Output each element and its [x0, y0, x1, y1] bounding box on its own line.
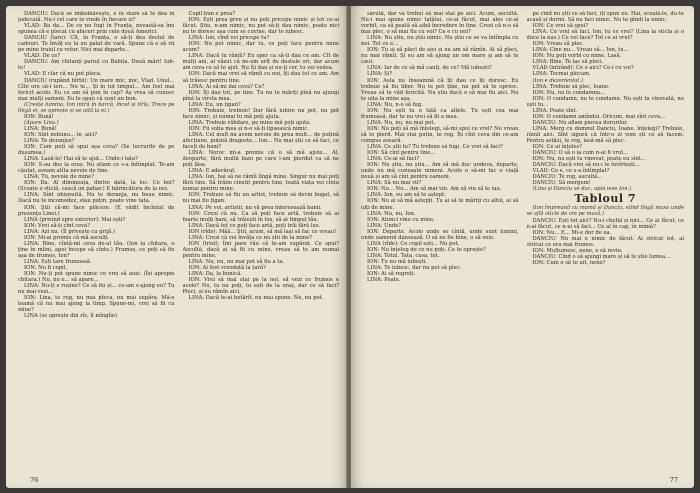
dialogue-line: ION: Nu-ți pot spune nimic ce vrei să auzi. (Își apropie chitara.) Nu, nu e... să apare... — [18, 271, 175, 284]
dialogue-line: ION: Fii soția mea și n-o să-ți lipsească nimic. — [188, 125, 309, 132]
dialogue-line: LINA: Tocmai plecam. — [532, 71, 591, 78]
dialogue-line: LINA: Ion, hai să ne rămîi lîngă mine. Singur nu mai poți fără tine. Să trăim cinstit pentru tine, toată viața vei cînta numai pentru mine. — [182, 174, 339, 193]
dialogue-line: ION: Bună! — [24, 113, 54, 120]
dialogue-line: ION: Departe. Acolo unde se cîntă, unde sunt lumini, unde oamenii dansează. O să ne fie bine, o să vezi. — [361, 228, 519, 241]
dialogue-line: LINA: Crezi că vei învăța ce nu știi de la mine? — [188, 234, 312, 241]
dialogue-line: ION: Mi-ai promis că mă asculți. — [24, 234, 110, 241]
dialogue-line: ION: Asta nu înseamnă că îți dau ce îți doresc. Eu trebuie să fiu liber. Nu te pot ține, nu pot să te opresc. Vreau să te văd fericită. Nu știu dacă o să mai fiu aici. Nu te uita la mine așa. — [361, 77, 519, 102]
dialogue-line: ION: S-au dus la oraș. Nu știam ce s-a întîmplat. Te-am căutat, aveam atîta nevoie de tine. — [18, 162, 175, 175]
dialogue-line: ION: Nu, nu ești tu vinovat, poate eu sînt... — [532, 156, 646, 163]
dialogue-line: ION: Cum poți să spui așa ceva? (Se lucrurile de pe dușumea.) — [18, 144, 175, 157]
dialogue-line: LINA: Azi nu. (Îl privește cu grijă.) — [24, 228, 115, 235]
left-page — [6, 6, 347, 488]
dialogue-line: DANCIU (rupând hîrtii): Un mare mic, mic, Vlad. Unul... Cîte ore să-i ieri... Nu te... Și în tot timpul... Am fost mai fericit acolo. Eu ce am să pun în cap? Aș vrea să cunosc mai mulți oameni. Eu le spun că sunt un bun. — [18, 77, 175, 102]
dialogue-line: LINA: Te iubesc, dar nu pot să plec. — [367, 264, 462, 271]
dialogue-line: ION: O condamn amîndoi. Oricum, mai sînt ceva... — [532, 113, 666, 120]
dialogue-line: ION: Nu știu, nu știu... Am să mă duc undeva, departe, unde nu mă cunoaște nimeni. Acolo o să-mi fac o viață nouă și am să cînt pentru oameni. — [361, 162, 519, 181]
dialogue-line: LINA: Lasă-lo! Hai să te ajut... Unde-i tata? — [24, 156, 138, 163]
stage-direction: (Ion e dezorientat.) — [532, 77, 584, 84]
dialogue-line: pe cînd nu știi ce să faci, îți spun eu. Hai, scoală-te, du-te acasă și dormi. Să nu faci nimic. Nu te gîndi la nimic. — [526, 11, 684, 24]
dialogue-line: LINA: Bună! — [24, 125, 57, 132]
dialogue-line: ION: Tu ai să pleci de aici și eu am să rămîn. Ai să pleci, nu mai rămîi. Și eu am să ajung un om mare și am să te caut. — [361, 47, 519, 66]
dialogue-line: DANCIU: Dacă vrei să nu-i te învîrtești... — [532, 162, 640, 169]
dialogue-line: DANCIU: Să mergem! — [532, 180, 591, 187]
dialogue-line: DANCIU: Te rog, ascultă... — [532, 174, 603, 181]
dialogue-line: LINA: Și? — [367, 71, 393, 78]
dialogue-line: LINA: Unde? — [367, 222, 402, 229]
dialogue-line: ION: O condamn, nu te condamn. Nu ești tu vinovată, nu ești tu... — [526, 95, 684, 108]
dialogue-line: LINA: Să nu mai vii? — [367, 180, 422, 187]
dialogue-line: ION: Nu pot nimic, dar tu, ce poți face pentru mine acum? — [182, 41, 339, 54]
dialogue-line: ION: Ce vrei să spui? — [532, 23, 589, 30]
dialogue-line: LINA: Tu, nevoie de mine? — [24, 174, 94, 181]
dialogue-line: ION: Atunci vino cu mine. — [367, 216, 435, 223]
section-heading: Tabloul 7 — [574, 192, 637, 206]
dialogue-line: LINA: Cel mult nu avem nevoie de prea mult... de puțină afecțiune, puțină dragoste... Ion... Nu mai știi ce să faci, ce faceți de bani? — [182, 131, 339, 151]
dialogue-line: LINA: Cine nu... Vreau să... Ion, tu... — [532, 47, 629, 54]
dialogue-line: ION: Nu ai să mă aștepți. Tu ai să te măriți cu altul, ai să uiți de mine. — [361, 198, 519, 211]
stage-direction: (Lina și Danciu se duc, apoi iese Ion.) — [532, 186, 632, 193]
dialogue-line: ION: Da. Al dimineața, dintre dată, la loc. Ce bei? (Scoate o sticlă, cască un pahar.) E hărnicătura de la noi. — [18, 180, 175, 193]
dialogue-line: LINA (se oprește din rîs, îl mîngîie) — [24, 313, 117, 320]
dialogue-line: LINA: Ion, cînd vei pricepe tu? — [188, 35, 270, 42]
dialogue-line: VLAD: De ce? — [24, 53, 61, 60]
dialogue-line: LINA: Sînt obișnuită. Nu te deranja, nu beau nimic. Dacă nu te incomodez, stau puțin, poate vine tata. — [18, 192, 175, 205]
dialogue-line: LINA: Dacă tu rămîi? Eu sper ca să-ți dau ce am. Cît de mulți ani, ai văzut că ne-am urît de destule ori, dar acum am ceva ce să te ajut. Nu îți dau și nu-ți cer, tu vei vedea. — [182, 53, 339, 72]
dialogue-line: ION (rîde): Măă... Știi, acum, să mă lași să fac ce vreau! — [188, 228, 337, 235]
dialogue-line: Copil bun e prea? — [188, 11, 235, 17]
dialogue-line: LINA: Iar de ce să mă cauți, de ce? Mă iubești? — [367, 65, 492, 72]
dialogue-line: DANCIU: Am chitanți pariul cu Babița. Două mări! Iub-te! — [18, 59, 175, 72]
dialogue-line: LINA (privind spre exterior): Mai ești? — [24, 216, 126, 223]
left-page-column-1 — [18, 11, 175, 474]
dialogue-line: LINA: Bine, cîntă-mi ceva de-al tău. (Ion ia chitara, o ține în mîini, apoi începe să cînte.) Frumos, ce poți să fie așa de frumos, Ion? — [18, 240, 175, 259]
left-page-column-2 — [183, 11, 340, 474]
dialogue-line: LINA: Ce vrei să faci, Ion, tu ce vrei? (Lina ia sticla și o duce la nas.) Ce vei face? Tot ce ai vrut? — [526, 29, 684, 42]
dialogue-line: ION: Vreau să plec. — [532, 41, 584, 48]
dialogue-line: LINA: Eu, un țigan? — [188, 101, 241, 108]
dialogue-line: DANCIU: Dacă se îmbolnăvește, e în stare să te dea în judecată. Nu-i cel care te vinde în fiecare zi? — [18, 11, 175, 24]
dialogue-line: ION: Ai fost vreodată la țară? — [188, 264, 266, 271]
dialogue-line: sărută, dar va trebui să mai stai pe aici. Acum, ascultă. Nu-i mai spune nimic tatălui, ce-ai făcut, mai ales ce-ai vorbit, ca să poată să aibă încredere în tine. Crezi că n-o să mai plec, o să mai fiu cu voi? Ce e cu noi? — [361, 11, 519, 36]
dialogue-line: LINA: Trebuie răbdare, pe mine mă poți ajuta. — [188, 119, 311, 126]
dialogue-line: LINA: Ești tare frumoasă. — [24, 258, 92, 265]
dialogue-line: ION: Nu ești tu o fată ca altele. Tu ești cea mai frumoasă, dar tu nu vrei să fii a mea. — [361, 107, 519, 120]
dialogue-line: ION: Vrei să-ți cînt ceva? — [24, 222, 90, 229]
dialogue-line: LINA: Merg cu domnul Danciu, Ioane, înțelegi? Trebuie, rămîi aici. Sînt sigură că într-o zi vom ști ce să facem. Pentru astăzi, te rog, lasă-mă să plec. — [526, 125, 684, 144]
dialogue-line: VLAD: Ba da... De ce nu fugi în Franța, nevastă-sa îmi spunea că e plecat cu afaceri prin cele două Americi. — [18, 23, 175, 36]
dialogue-line: ION: Nu poți să mă înțelegi, să-mi spui ce vrei? Nu vreau să te pierd. Mai stai puțin, te rog. Îți cînt ceva din ce-am compus aseară. — [361, 125, 519, 144]
dialogue-line: ION: Lina, te rog, nu mai pleca, nu mai supăra. Mă-e teamă că nu mai ajung la timp. Spune-mi, vrei să fii cu mine? — [18, 295, 175, 314]
dialogue-line: LINA: Nu, n-o să fug. — [367, 101, 423, 108]
dialogue-line: LINA: Ai să-mi dai ceva? Ce? — [188, 83, 265, 90]
dialogue-line: LINA: Trebuie să plec, Ioane. — [532, 83, 610, 90]
page-number-right: 77 — [669, 476, 678, 484]
dialogue-line: LINA: Nu știu, nu știu nimic. Nu știu ce se va întîmpla cu noi. Tot ce e... — [361, 35, 519, 48]
dialogue-line: ION: Nu... E... Mi-e dor de ea. — [532, 229, 612, 236]
dialogue-line: ION (trist): Îmi pare rău că te-am supărat. Ce spui? Ascultă, dacă ai să fii cu mine, vreau să te am numai pentru mine. — [182, 240, 339, 259]
dialogue-line: LINA: Ce știi tu? Tu trebuie să fugi. Ce vrei să faci? — [367, 144, 503, 151]
right-page-column-2 — [527, 11, 685, 474]
dialogue-line: LINA: Poate. — [367, 277, 401, 284]
stage-direction: (Creste lumina. Ion intră în barcă, încet și tîrîș. Trece pe lîngă ei, se oprește și se uită la ei.) — [18, 101, 175, 114]
dialogue-line: ION: Mulțumesc, nene, o să revin. — [532, 247, 623, 254]
dialogue-line: ION: Nu poți vorbi cu mine. Lasă. — [532, 53, 622, 60]
dialogue-line: ION: Nu, nu te condamna... — [532, 89, 605, 96]
dialogue-line: ION: Crezi că nu. Ca să poți face artă, trebuie să ai foarte mulți bani, să trăiești în lux, să ai timpul tău. — [182, 210, 339, 223]
dialogue-line: DANCIU: Ești tot aici? Nu-i cheful și nici... Ce ai făcut, ce n-ai făcut, ce n-ai să faci... Ce ai în cap, în inimă? — [526, 217, 684, 230]
dialogue-line: LINA: Dacă tot ce poți face artă, poți trăi fără lux. — [188, 222, 321, 229]
dialogue-line: LINA: Te deranjez? — [24, 137, 75, 144]
dialogue-line: ION: Îți dau tot, pe tine. Tu nu te măriți pînă nu ajungi pînă la vîrsta mea. — [182, 89, 339, 102]
page-number-left: 76 — [30, 476, 39, 484]
dialogue-line: LINA: Pe voi, artiștii, nu vă prea interesează banii. — [188, 204, 322, 211]
dialogue-line: LINA: Nu-ți e rușine? Ce să fiu și... ce-am s-ajung eu? Tu nu mai vezi... — [18, 283, 175, 296]
dialogue-line: ION: Trebuie să fiu un artist, trebuie să devin bogat, să nu mai fiu țigan. — [182, 192, 339, 205]
dialogue-line: VLAD (intrând): Ce e aici? Ce-i cu voi? — [532, 65, 634, 72]
stage-direction: (Apare Lina.) — [24, 119, 59, 126]
right-page — [351, 6, 694, 488]
dialogue-line: ION: Tu nu mă iubești. — [367, 258, 427, 265]
dialogue-line: DANCIU: O să o ia cum n-ai fi vrut... — [532, 150, 629, 157]
dialogue-line: LINA: Poate sînt. — [532, 107, 578, 114]
dialogue-line: ION: Dacă mai vrei să rămîi cu noi, îți dau tot ce am. Am să trăiesc pentru tine. — [182, 71, 339, 84]
dialogue-line: DANCIU: Nu aflam piecea dorurilor. — [532, 119, 628, 126]
dialogue-line: LINA (rîde): Ce copil ești... Nu pot. — [367, 240, 460, 247]
dialogue-line: LINA: Nu, nu, nu mai pot. — [367, 119, 436, 126]
right-page-column-1 — [361, 11, 519, 474]
dialogue-line: LINA: Nu, nu, Ion. — [367, 210, 416, 217]
dialogue-line: ION: Ești prea greu și nu poți pricepe nimic și tot ce-ai făcut. Știu, n-am nimic, nu pot să-ți dau nimic, poate nici nu te doresc așa cum se cuvine, dar te iubesc. — [182, 17, 339, 36]
dialogue-line: VLAD: Ce e, ce s-a întîmplat? — [532, 168, 610, 175]
dialogue-line: ION: Să cînt pentru tine... — [367, 150, 436, 157]
dialogue-line: DANCIU: Nu mai e nimic de făcut. Ai stricat tot, ai stricat ce era mai frumos. — [526, 235, 684, 248]
stage-direction: (Ion împreună cu mamă și Danciu, stînd lîngă masa unde se află sticle de vin pe masă.) — [526, 205, 684, 218]
dialogue-line: ION: Știi că-mi face plăcere. (E vădit încîntat de prezența Linei.) — [18, 204, 175, 217]
dialogue-line: LINA: Dacă te-ai hotărît, nu mai spune. Nu, nu pot. — [188, 295, 324, 302]
dialogue-line: ION: Sînt nebunu... în, aici? — [24, 131, 98, 138]
dialogue-line: ION: Ce ai înțeles? — [532, 144, 582, 151]
dialogue-line: LINA: E adevărat. — [188, 168, 236, 175]
dialogue-line: ION: Nu... Nu... Am să mai vin. Am să vin să te iau. — [367, 186, 502, 193]
dialogue-line: ION: Nu înțeleg de ce nu poți. Ce te oprește? — [367, 246, 486, 253]
dialogue-line: LINA: Noroc mi-a promis că o să mă ajute... Al, deoparte, fără multă bani pe care i-am pierdut ca să ne poți lăsa. — [182, 150, 339, 169]
dialogue-line: DANCIU: Cînd o să ajungi mare și să te știe lumea... — [532, 253, 671, 260]
dialogue-line: LINA: Bine. Te las să pleci. — [532, 59, 604, 66]
dialogue-line: ION: Nu fi copil. — [24, 264, 68, 271]
dialogue-line: ION: Ai să regreți. — [367, 271, 416, 278]
dialogue-line: LINA: Nu, nu, nu mai pot să fiu a ta. — [188, 258, 285, 265]
dialogue-line: ION: Cum o să te uit, nene? — [532, 259, 606, 266]
dialogue-line: LINA: Totul. Tata, casa, tot. — [367, 252, 440, 259]
dialogue-line: ION: Vrei să mai stai pe la noi, să vezi ce frumos e acolo? Nu, tu nu poți, tu ești de la oraș, dar ce să faci? Pleci, și eu rămîn aici. — [182, 277, 339, 296]
dialogue-line: LINA: Ce-ai să faci? — [367, 156, 420, 163]
dialogue-line: DANCIU (tare): Cît, în Franța, o să-ți dea destul de cadouri. Te învăț eu la un palat de vară. Spune că o să vii pe mine traiul cu retur. Nici mai departe... — [18, 35, 175, 54]
dialogue-line: LINA: Da, la bunică. — [188, 271, 242, 278]
dialogue-line: LINA: Ion, eu am să te aștept. — [367, 192, 446, 199]
dialogue-line: ION: Trebuie, trebuie! Dar fără iubire nu pot, nu pot face nimic, și numai tu mă poți ajuta. — [182, 107, 339, 120]
dialogue-line: VLAD: E clar că nu pot pleca. — [24, 71, 102, 78]
